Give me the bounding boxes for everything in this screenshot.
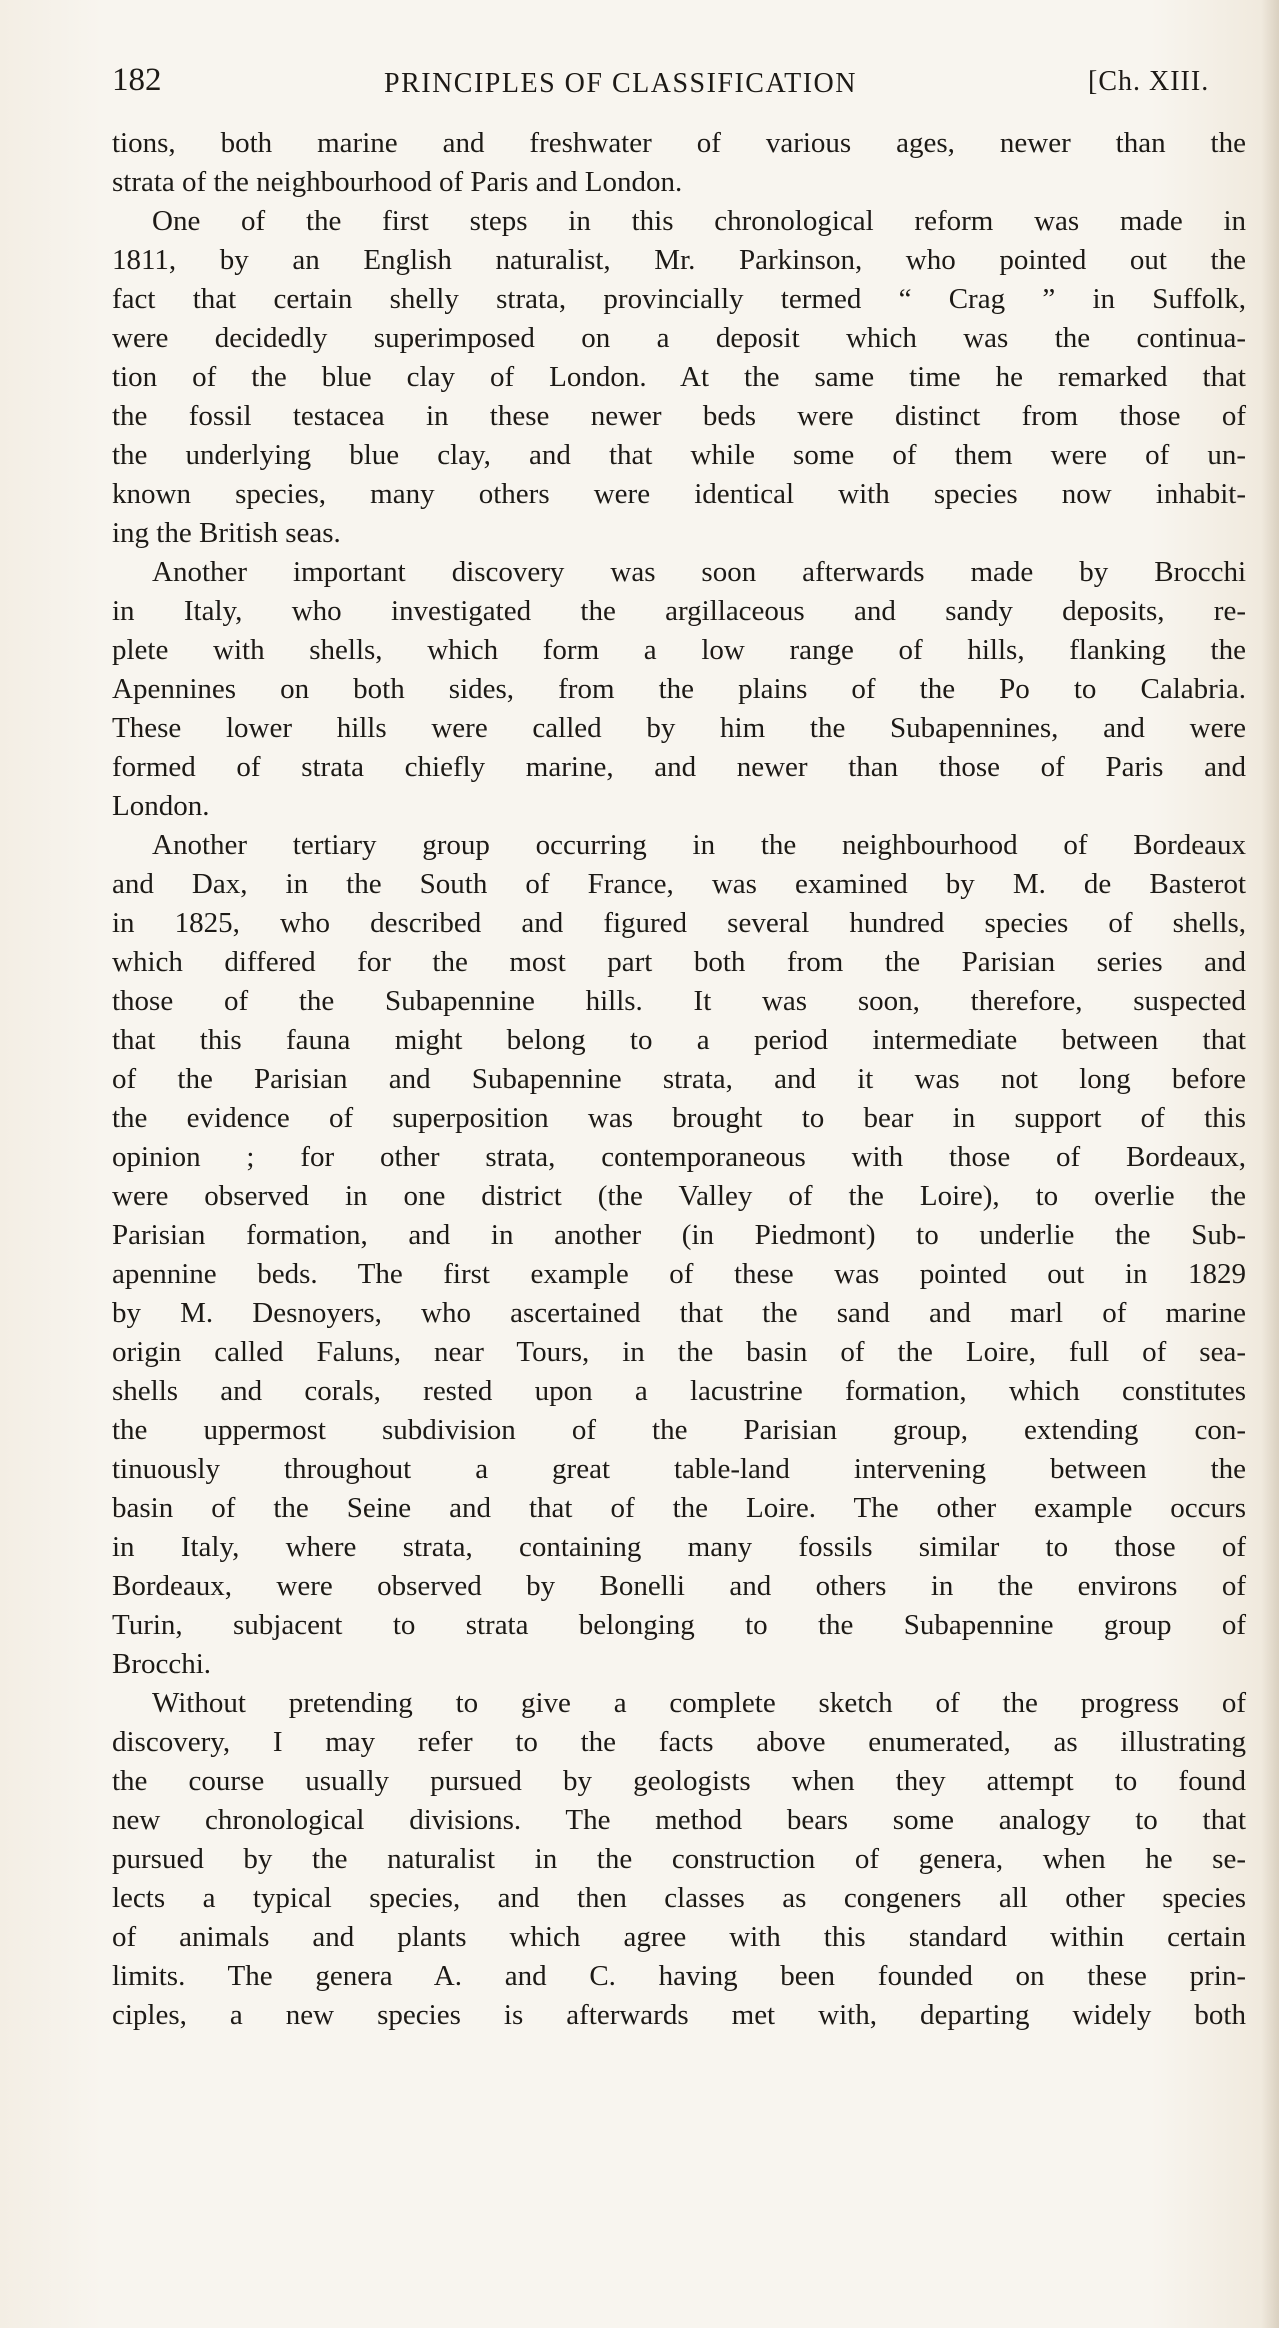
text-line: and Dax, in the South of France, was examined by M. de Basterot	[112, 868, 1246, 900]
text-line: fact that certain shelly strata, provincially termed “ Crag ” in Suffolk,	[112, 283, 1246, 315]
text-line: limits. The genera A. and C. having been founded on these prin-	[112, 1960, 1246, 1992]
text-line: shells and corals, rested upon a lacustrine formation, which constitutes	[112, 1375, 1246, 1407]
text-line: discovery, I may refer to the facts above enumerated, as illustrating	[112, 1726, 1246, 1758]
text-line: pursued by the naturalist in the construction of genera, when he se-	[112, 1843, 1246, 1875]
body-text	[112, 124, 1246, 2035]
text-line: Parisian formation, and in another (in Piedmont) to underlie the Sub-	[112, 1219, 1246, 1251]
text-line: ciples, a new species is afterwards met with, departing widely both	[112, 1999, 1246, 2031]
text-line: in 1825, who described and figured several hundred species of shells,	[112, 907, 1246, 939]
page-number: 182	[112, 62, 162, 98]
running-header	[112, 62, 1262, 106]
text-line: Another important discovery was soon afterwards made by Brocchi	[152, 556, 1246, 588]
text-line: the course usually pursued by geologists when they attempt to found	[112, 1765, 1246, 1797]
text-line: Apennines on both sides, from the plains of the Po to Calabria.	[112, 673, 1246, 705]
text-line: were decidedly superimposed on a deposit which was the continua-	[112, 322, 1246, 354]
running-title: PRINCIPLES OF CLASSIFICATION	[384, 68, 857, 99]
text-line: were observed in one district (the Valley of the Loire), to overlie the	[112, 1180, 1246, 1212]
text-line: plete with shells, which form a low range of hills, flanking the	[112, 634, 1246, 666]
text-line: Turin, subjacent to strata belonging to the Subapennine group of	[112, 1609, 1246, 1641]
text-line: London.	[112, 790, 210, 822]
text-line: the uppermost subdivision of the Parisian group, extending con-	[112, 1414, 1246, 1446]
text-line: tinuously throughout a great table-land intervening between the	[112, 1453, 1246, 1485]
text-line: lects a typical species, and then classes as congeners all other species	[112, 1882, 1246, 1914]
text-line: by M. Desnoyers, who ascertained that the sand and marl of marine	[112, 1297, 1246, 1329]
text-line: known species, many others were identical with species now inhabit-	[112, 478, 1246, 510]
text-line: in Italy, where strata, containing many fossils similar to those of	[112, 1531, 1246, 1563]
text-line: Brocchi.	[112, 1648, 212, 1680]
page-edge-shadow	[1261, 0, 1279, 2328]
text-line: which differed for the most part both from the Parisian series and	[112, 946, 1246, 978]
chapter-reference: [Ch. XIII.	[1088, 66, 1210, 97]
text-line: of the Parisian and Subapennine strata, and it was not long before	[112, 1063, 1246, 1095]
text-line: the evidence of superposition was brought to bear in support of this	[112, 1102, 1246, 1134]
text-line: basin of the Seine and that of the Loire. The other example occurs	[112, 1492, 1246, 1524]
text-line: of animals and plants which agree with this standard within certain	[112, 1921, 1246, 1953]
text-line: One of the first steps in this chronological reform was made in	[152, 205, 1246, 237]
text-line: apennine beds. The first example of these was pointed out in 1829	[112, 1258, 1246, 1290]
text-line: formed of strata chiefly marine, and newer than those of Paris and	[112, 751, 1246, 783]
text-line: opinion ; for other strata, contemporaneous with those of Bordeaux,	[112, 1141, 1246, 1173]
text-line: origin called Faluns, near Tours, in the basin of the Loire, full of sea-	[112, 1336, 1246, 1368]
text-line: new chronological divisions. The method bears some analogy to that	[112, 1804, 1246, 1836]
text-line: 1811, by an English naturalist, Mr. Parkinson, who pointed out the	[112, 244, 1246, 276]
text-line: tions, both marine and freshwater of various ages, newer than the	[112, 127, 1246, 159]
text-line: Without pretending to give a complete sketch of the progress of	[152, 1687, 1246, 1719]
text-line: Bordeaux, were observed by Bonelli and others in the environs of	[112, 1570, 1246, 1602]
text-line: ing the British seas.	[112, 517, 341, 549]
text-line: tion of the blue clay of London. At the same time he remarked that	[112, 361, 1246, 393]
text-line: in Italy, who investigated the argillaceous and sandy deposits, re-	[112, 595, 1246, 627]
text-line: those of the Subapennine hills. It was soon, therefore, suspected	[112, 985, 1246, 1017]
text-line: Another tertiary group occurring in the neighbourhood of Bordeaux	[152, 829, 1246, 861]
text-line: the underlying blue clay, and that while some of them were of un-	[112, 439, 1246, 471]
text-line: the fossil testacea in these newer beds were distinct from those of	[112, 400, 1246, 432]
text-line: strata of the neighbourhood of Paris and London.	[112, 166, 683, 198]
text-line: These lower hills were called by him the Subapennines, and were	[112, 712, 1246, 744]
text-line: that this fauna might belong to a period intermediate between that	[112, 1024, 1246, 1056]
